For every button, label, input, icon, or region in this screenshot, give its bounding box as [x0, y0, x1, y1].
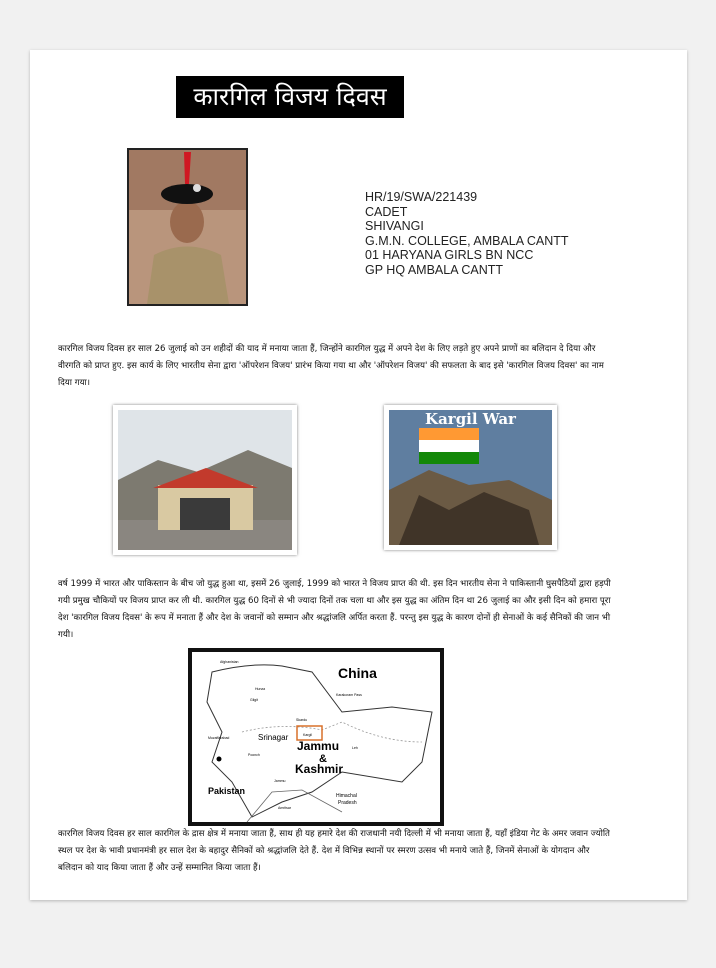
- cadet-rank: CADET: [365, 204, 408, 219]
- map-label-jammu: Jammu: [297, 739, 340, 753]
- map-label-poonch: Poonch: [248, 753, 260, 757]
- map-label-skardu: Skardu: [296, 718, 308, 722]
- cadet-regimental-number: HR/19/SWA/221439: [365, 190, 478, 204]
- cadet-college: G.M.N. COLLEGE, AMBALA CANTT: [365, 233, 569, 248]
- map-label-afghanistan: Afghanistan: [220, 660, 239, 664]
- cadet-photo: [127, 148, 248, 306]
- jammu-kashmir-map: [188, 648, 444, 826]
- map-label-karakoram-pass: Karakoram Pass: [336, 693, 362, 697]
- map-label-srinagar: Srinagar: [258, 733, 289, 742]
- map-label-china: China: [338, 665, 377, 681]
- map-label-ampersand: &: [319, 753, 327, 765]
- map-label-pradesh: Pradesh: [338, 800, 357, 806]
- cadet-group: GP HQ AMBALA CANTT: [365, 262, 504, 277]
- paragraph-celebration: कारगिल विजय दिवस हर साल कारगिल के द्रास क्षेत्र में मनाया जाता हैं, साथ ही यह हमारे देश की राजधानी नयी दिल्ली में भी मनाया जाता हैं, यहाँ इंडिया गेट के अमर जवान ज्योति स्थल पर देश के भावी प्रधानमंत्री हर साल देश के बहादुर सैनिकों को श्रद्धांजलि देते हैं. देश में विभिन्न स्थानों पर स्मरण उत्सव भी मनाये जाते हैं, जिनमें सेनाओं के योगदान और बलिदान को याद किया जाता हैं और उन्हें सम्मानित किया जाता हैं।: [58, 829, 610, 873]
- map-label-kargil: Kargil: [303, 733, 312, 737]
- war-memorial-gate-image: [113, 405, 297, 555]
- map-label-leh: Leh: [352, 746, 358, 750]
- kargil-war-caption: Kargil War: [425, 410, 516, 428]
- map-label-hunza: Hunza: [255, 687, 266, 691]
- map-label-amritsar: Amritsar: [278, 806, 292, 810]
- map-label-muzaffarabad: Muzaffarabad: [208, 736, 230, 740]
- map-label-pakistan: Pakistan: [208, 786, 246, 796]
- paragraph-history: वर्ष 1999 में भारत और पाकिस्तान के बीच जो युद्ध हुआ था, इसमें 26 जुलाई, 1999 को भारत ने विजय प्राप्त की थी. इस दिन भारतीय सेना ने पाकिस्तानी घुसपैठियों द्वारा हड़पी गयी प्रमुख चौकियों पर विजय प्राप्त कर ली थी. कारगिल युद्ध 60 दिनों से भी ज्यादा दिनों तक चला था और इस युद्ध का अंतिम दिन था 26 जुलाई का और इसी दिन को हमारा पूरा देश 'कारगिल विजय दिवस' के रूप में मनाता हैं और देश के जवानों को सम्मान और श्रद्धांजलि अर्पित करता हैं. परन्तु इस युद्ध के कारण दोनों ही सेनाओं के कई सैनिकों की जान भी गयी।: [58, 579, 611, 640]
- map-label-kashmir: Kashmir: [295, 762, 344, 776]
- cadet-name: SHIVANGI: [365, 219, 424, 234]
- cadet-details: [365, 190, 569, 278]
- map-label-jammu-city: Jammu: [274, 779, 286, 783]
- cadet-battalion: 01 HARYANA GIRLS BN NCC: [365, 248, 534, 263]
- map-label-gilgit: Gilgit: [250, 698, 258, 702]
- kargil-war-image: [384, 405, 557, 550]
- map-label-himachal: Himachal: [336, 793, 357, 799]
- paragraph-intro: कारगिल विजय दिवस हर साल 26 जुलाई को उन शहीदों की याद में मनाया जाता हैं, जिन्होंने कारगिल युद्ध में अपने देश के लिए लड़ते हुए अपने प्राणों का बलिदान दे दिया और वीरगति को प्राप्त हुए. इस कार्य के लिए भारतीय सेना द्वारा 'ऑपरेशन विजय' प्रारंभ किया गया था और 'ऑपरेशन विजय' की सफलता के बाद इसे 'कारगिल विजय दिवस' का नाम दिया गया।: [58, 344, 604, 388]
- page-title: कारगिल विजय दिवस: [176, 76, 404, 118]
